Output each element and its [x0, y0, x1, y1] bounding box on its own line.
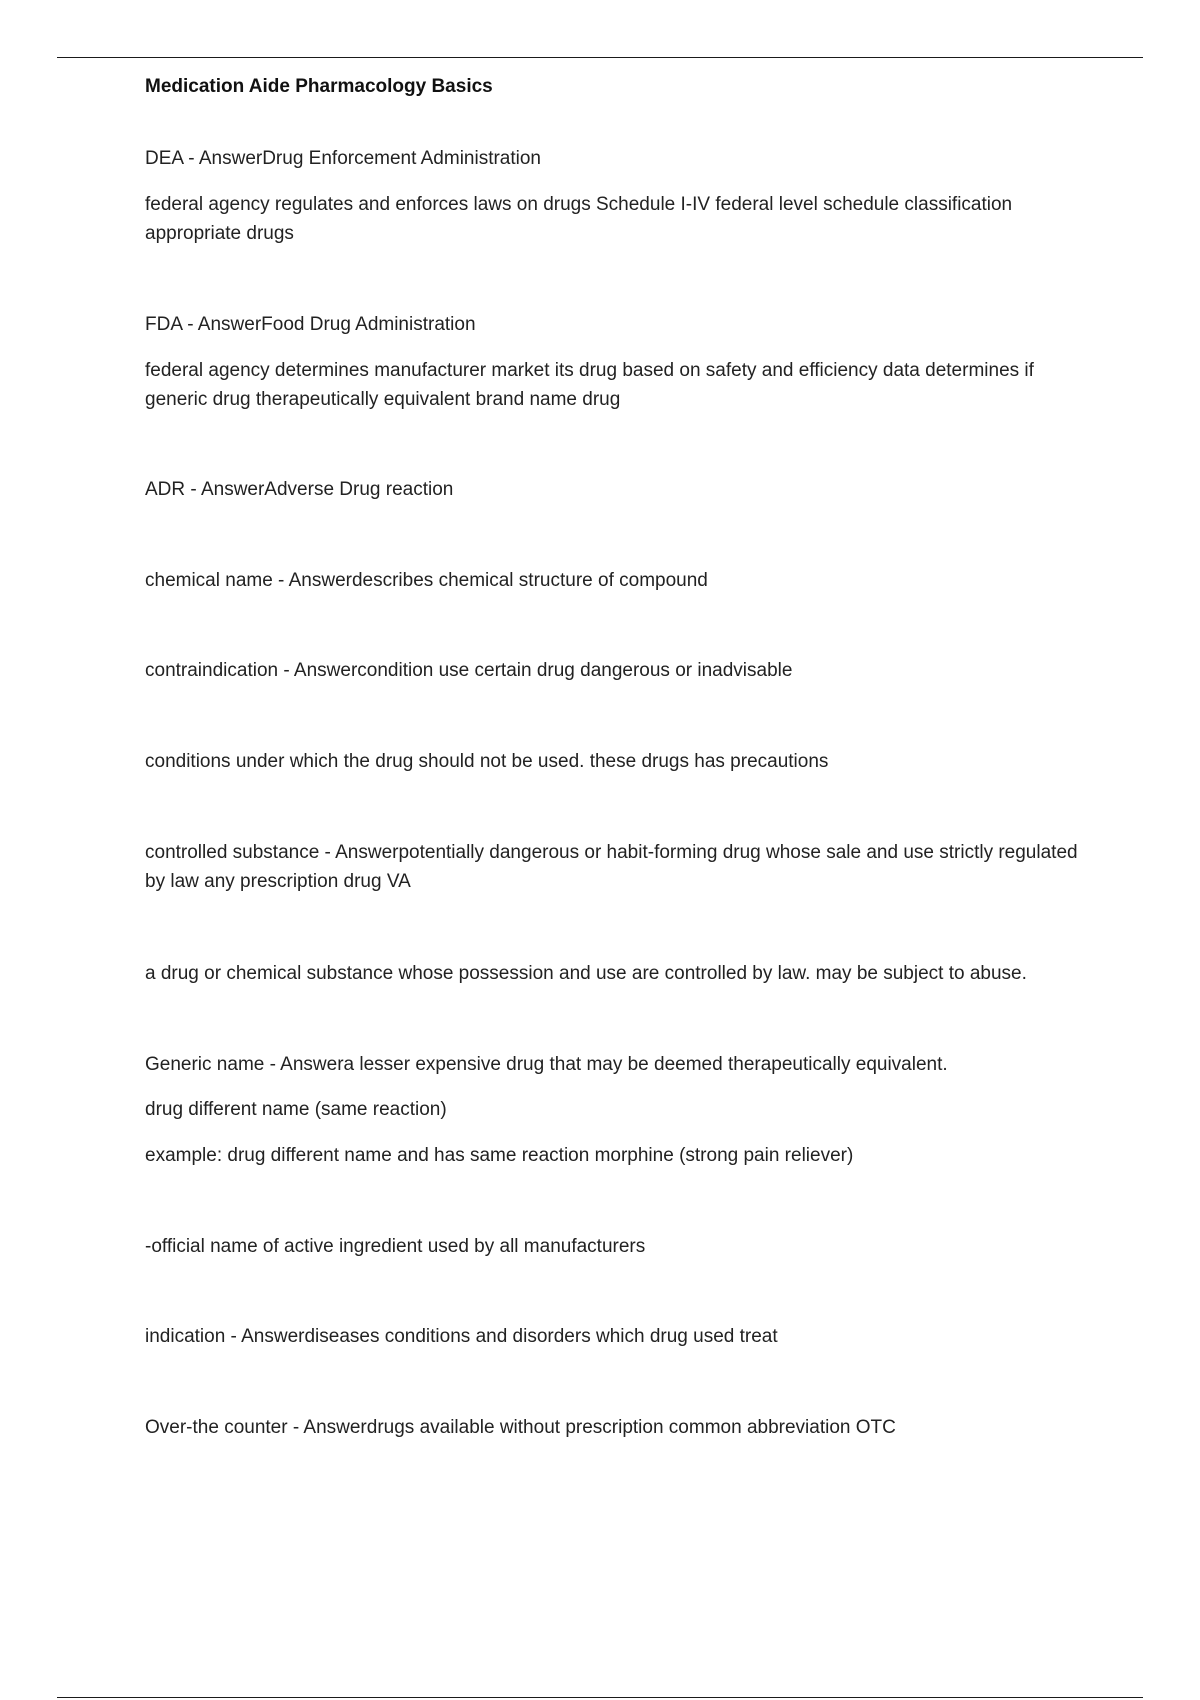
entry-fda-term: FDA - AnswerFood Drug Administration: [145, 314, 476, 335]
entry-fda-detail: federal agency determines manufacturer market its drug based on safety and efficiency data determines if generic drug therapeutically equivalent brand name drug: [145, 360, 1034, 410]
entry-controlled-substance: controlled substance - Answerpotentially dangerous or habit-forming drug whose sale and use strictly regulated by law any prescription drug VA: [145, 842, 1078, 892]
entry-generic-name-detail-2: example: drug different name and has same reaction morphine (strong pain reliever): [145, 1145, 854, 1166]
entry-indication: indication - Answerdiseases conditions and disorders which drug used treat: [145, 1326, 778, 1347]
entry-dea-term: DEA - AnswerDrug Enforcement Administration: [145, 148, 542, 169]
entry-adr-term: ADR - AnswerAdverse Drug reaction: [145, 479, 454, 500]
entry-official-name: -official name of active ingredient used by all manufacturers: [145, 1236, 646, 1257]
document-title: Medication Aide Pharmacology Basics: [145, 76, 493, 97]
entry-generic-name: Generic name - Answera lesser expensive drug that may be deemed therapeutically equivalent.: [145, 1054, 948, 1075]
entry-contraindication: contraindication - Answercondition use certain drug dangerous or inadvisable: [145, 660, 793, 681]
header-rule: [57, 57, 1143, 58]
entry-contraindication-detail: conditions under which the drug should not be used. these drugs has precautions: [145, 751, 829, 772]
entry-generic-name-detail-1: drug different name (same reaction): [145, 1099, 447, 1120]
entry-chemical-name: chemical name - Answerdescribes chemical structure of compound: [145, 570, 708, 591]
entry-controlled-substance-detail: a drug or chemical substance whose possession and use are controlled by law. may be subject to abuse.: [145, 963, 1027, 984]
footer-rule: [57, 1697, 1143, 1698]
entry-dea-detail: federal agency regulates and enforces laws on drugs Schedule I-IV federal level schedule classification appropriate drugs: [145, 194, 1013, 244]
entry-over-the-counter: Over-the counter - Answerdrugs available without prescription common abbreviation OTC: [145, 1417, 896, 1438]
